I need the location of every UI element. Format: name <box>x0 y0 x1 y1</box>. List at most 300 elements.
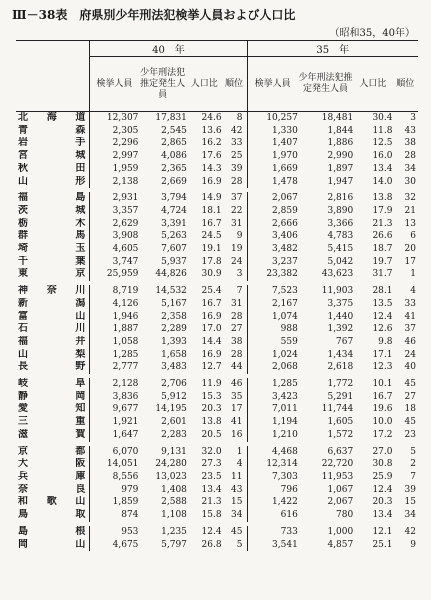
prefecture-name: 神奈川 <box>16 285 90 298</box>
table-row <box>16 458 418 471</box>
table-row <box>16 205 418 218</box>
table-row <box>16 378 418 391</box>
ratio-40: 18.1 <box>201 205 222 216</box>
rank-35: 28 <box>404 151 416 162</box>
estimated-35: 767 <box>336 336 354 347</box>
rank-40: 34 <box>231 510 243 521</box>
arrests-35: 559 <box>247 336 298 349</box>
ratio-35: 13.5 <box>372 298 393 309</box>
rank-35: 2 <box>410 459 416 470</box>
ratio-35: 26.6 <box>372 231 393 242</box>
estimated-40: 3,794 <box>161 193 187 204</box>
arrests-40: 3,747 <box>112 256 139 267</box>
prefecture-name: 長野 <box>16 361 90 374</box>
estimated-35: 3,366 <box>327 218 354 229</box>
estimated-35: 11,953 <box>321 471 354 482</box>
rank-35: 4 <box>410 286 416 297</box>
arrests-40: 2,997 <box>112 151 139 162</box>
ratio-40: 16.9 <box>201 176 222 187</box>
col-ratio-35: 人口比 <box>353 57 392 112</box>
estimated-40: 4,086 <box>161 151 187 162</box>
ratio-35: 12.3 <box>372 362 393 373</box>
table-row <box>16 163 418 176</box>
rank-40: 38 <box>231 336 243 347</box>
ratio-35: 9.8 <box>378 336 393 347</box>
prefecture-name: 兵庫 <box>16 471 90 484</box>
estimated-40: 2,283 <box>161 429 187 440</box>
ratio-40: 25.4 <box>201 286 222 297</box>
arrests-35: 796 <box>247 484 298 497</box>
estimated-40: 3,391 <box>161 218 187 229</box>
ratio-40: 14.9 <box>201 193 222 204</box>
prefecture-name: 和歌山 <box>16 496 90 509</box>
ratio-40: 16.7 <box>201 218 222 229</box>
rank-35: 17 <box>404 256 416 267</box>
estimated-35: 2,816 <box>327 193 354 204</box>
arrests-40: 3,357 <box>112 205 139 216</box>
estimated-40: 3,483 <box>161 362 187 373</box>
rank-35: 34 <box>404 510 416 521</box>
arrests-40: 2,777 <box>112 362 139 373</box>
rank-35: 37 <box>404 324 416 335</box>
rank-40: 19 <box>231 244 243 255</box>
ratio-35: 28.1 <box>372 286 393 297</box>
estimated-40: 5,263 <box>161 231 187 242</box>
arrests-40: 2,305 <box>112 125 139 136</box>
arrests-40: 2,128 <box>112 379 139 390</box>
table-row <box>16 230 418 243</box>
ratio-40: 16.7 <box>201 298 222 309</box>
table-row <box>16 176 418 189</box>
rank-40: 44 <box>231 362 243 373</box>
estimated-40: 14,532 <box>155 286 187 297</box>
ratio-40: 11.9 <box>201 379 222 390</box>
ratio-40: 17.0 <box>201 324 222 335</box>
year-header-row <box>16 41 418 57</box>
arrests-35: 3,423 <box>247 391 298 404</box>
ratio-35: 10.0 <box>372 417 393 428</box>
rank-40: 3 <box>236 269 243 280</box>
arrests-40: 2,931 <box>112 193 139 204</box>
arrests-40: 8,556 <box>112 471 139 482</box>
arrests-35: 1,194 <box>247 416 298 429</box>
estimated-35: 1,434 <box>327 349 354 360</box>
ratio-35: 17.1 <box>372 349 393 360</box>
prefecture-name: 福井 <box>16 336 90 349</box>
estimated-40: 2,365 <box>161 163 187 174</box>
rank-40: 37 <box>231 193 243 204</box>
arrests-35: 1,970 <box>247 150 298 163</box>
ratio-40: 24.6 <box>201 113 222 123</box>
year-35-header: 35 年 <box>247 41 418 57</box>
ratio-40: 17.6 <box>201 151 222 162</box>
estimated-40: 2,545 <box>161 125 187 136</box>
rank-40: 45 <box>231 526 243 537</box>
estimated-35: 4,783 <box>327 231 354 242</box>
prefecture-name: 群馬 <box>16 230 90 243</box>
ratio-35: 12.4 <box>372 311 393 322</box>
estimated-40: 5,797 <box>161 539 187 550</box>
ratio-35: 16.7 <box>372 391 393 402</box>
arrests-35: 12,314 <box>247 458 298 471</box>
ratio-35: 18.7 <box>372 244 393 255</box>
arrests-40: 4,126 <box>112 298 139 309</box>
prefecture-name: 埼玉 <box>16 243 90 256</box>
arrests-35: 1,285 <box>247 378 298 391</box>
rank-35: 1 <box>410 269 416 280</box>
ratio-40: 23.5 <box>201 471 222 482</box>
estimated-35: 1,605 <box>327 417 354 428</box>
rank-40: 11 <box>231 471 243 482</box>
prefecture-name: 三重 <box>16 416 90 429</box>
estimated-40: 2,289 <box>161 324 187 335</box>
table-row <box>16 526 418 539</box>
ratio-35: 31.7 <box>372 269 393 280</box>
prefecture-name: 奈良 <box>16 484 90 497</box>
estimated-35: 4,857 <box>327 539 354 550</box>
arrests-40: 1,887 <box>112 324 139 335</box>
estimated-40: 44,826 <box>155 269 187 280</box>
table-row <box>16 539 418 552</box>
table-row <box>16 361 418 374</box>
arrests-35: 3,406 <box>247 230 298 243</box>
arrests-40: 953 <box>121 526 139 537</box>
estimated-40: 1,658 <box>161 349 187 360</box>
arrests-40: 1,859 <box>112 497 139 508</box>
ratio-40: 20.3 <box>201 404 222 415</box>
estimated-35: 5,291 <box>327 391 354 402</box>
rank-40: 28 <box>231 349 243 360</box>
ratio-40: 12.4 <box>201 526 222 537</box>
arrests-35: 1,210 <box>247 429 298 442</box>
estimated-35: 5,042 <box>327 256 354 267</box>
estimated-40: 2,865 <box>161 138 187 149</box>
rank-40: 31 <box>231 298 243 309</box>
arrests-35: 7,303 <box>247 471 298 484</box>
prefecture-crime-table <box>16 40 418 551</box>
col-arrests-40: 検挙人員 <box>90 57 139 112</box>
ratio-35: 21.3 <box>372 218 393 229</box>
estimated-35: 1,572 <box>327 429 354 440</box>
year-40-header: 40 年 <box>90 41 247 57</box>
prefecture-name: 石川 <box>16 323 90 336</box>
table-row <box>16 298 418 311</box>
ratio-35: 10.1 <box>372 379 393 390</box>
estimated-40: 5,912 <box>161 391 187 402</box>
rank-40: 22 <box>231 205 243 216</box>
ratio-35: 13.8 <box>372 193 393 204</box>
estimated-35: 3,375 <box>327 298 354 309</box>
table-row <box>16 243 418 256</box>
ratio-35: 16.0 <box>372 151 393 162</box>
arrests-35: 1,669 <box>247 163 298 176</box>
rank-40: 42 <box>231 125 243 136</box>
rank-40: 4 <box>236 459 243 470</box>
ratio-35: 12.6 <box>372 324 393 335</box>
arrests-35: 7,523 <box>247 285 298 298</box>
arrests-40: 979 <box>121 484 139 495</box>
arrests-35: 3,237 <box>247 256 298 269</box>
prefecture-name: 東京 <box>16 268 90 281</box>
table-title: Ⅲ－38表 府県別少年刑法犯検挙人員および人口比 <box>12 8 296 22</box>
rank-35: 3 <box>410 113 416 123</box>
rank-35: 45 <box>404 417 416 428</box>
table-row <box>16 446 418 459</box>
rank-35: 23 <box>404 429 416 440</box>
prefecture-name: 秋田 <box>16 163 90 176</box>
estimated-35: 1,886 <box>327 138 354 149</box>
ratio-35: 13.4 <box>372 163 393 174</box>
rank-35: 24 <box>404 349 416 360</box>
prefecture-name: 北海道 <box>16 112 90 125</box>
rank-35: 41 <box>404 311 416 322</box>
rank-35: 27 <box>404 391 416 402</box>
prefecture-name: 栃木 <box>16 218 90 231</box>
rank-35: 18 <box>404 404 416 415</box>
table-row <box>16 484 418 497</box>
table-row <box>16 125 418 138</box>
rank-40: 27 <box>231 324 243 335</box>
table-row <box>16 137 418 150</box>
estimated-35: 5,415 <box>327 244 354 255</box>
ratio-40: 15.8 <box>201 510 222 521</box>
rank-40: 28 <box>231 311 243 322</box>
estimated-40: 1,108 <box>161 510 187 521</box>
ratio-35: 30.4 <box>372 113 393 123</box>
table-row <box>16 416 418 429</box>
ratio-40: 13.4 <box>201 484 222 495</box>
arrests-35: 1,074 <box>247 311 298 324</box>
ratio-40: 13.6 <box>201 125 222 136</box>
estimated-35: 1,440 <box>327 311 354 322</box>
arrests-40: 4,675 <box>112 539 139 550</box>
table-row <box>16 192 418 205</box>
estimated-35: 43,623 <box>321 269 354 280</box>
arrests-35: 2,666 <box>247 218 298 231</box>
rank-40: 1 <box>236 446 243 457</box>
estimated-40: 24,280 <box>155 459 187 470</box>
estimated-40: 2,358 <box>161 311 187 322</box>
prefecture-name: 愛知 <box>16 403 90 416</box>
arrests-40: 874 <box>121 510 139 521</box>
estimated-40: 2,601 <box>161 417 187 428</box>
ratio-40: 30.9 <box>201 269 222 280</box>
ratio-35: 14.0 <box>372 176 393 187</box>
estimated-40: 5,167 <box>161 298 187 309</box>
prefecture-name: 宮城 <box>16 150 90 163</box>
rank-40: 39 <box>231 163 243 174</box>
arrests-40: 8,719 <box>112 286 139 297</box>
rank-35: 15 <box>404 497 416 508</box>
rank-35: 5 <box>410 446 416 457</box>
table-row <box>16 403 418 416</box>
estimated-40: 9,131 <box>161 446 187 457</box>
prefecture-name: 京都 <box>16 446 90 459</box>
prefecture-name: 青森 <box>16 125 90 138</box>
estimated-35: 1,000 <box>327 526 354 537</box>
table-row <box>16 509 418 522</box>
ratio-40: 12.7 <box>201 362 222 373</box>
arrests-40: 6,070 <box>112 446 139 457</box>
estimated-35: 1,897 <box>327 163 354 174</box>
arrests-40: 3,908 <box>112 231 139 242</box>
rank-40: 43 <box>231 484 243 495</box>
arrests-40: 9,677 <box>112 404 139 415</box>
rank-40: 24 <box>231 256 243 267</box>
rank-40: 16 <box>231 429 243 440</box>
ratio-35: 20.3 <box>372 497 393 508</box>
rank-40: 7 <box>236 286 243 297</box>
prefecture-name: 千葉 <box>16 256 90 269</box>
ratio-35: 12.1 <box>372 526 393 537</box>
prefecture-name: 富山 <box>16 311 90 324</box>
table-row <box>16 285 418 298</box>
table-row <box>16 268 418 281</box>
rank-35: 6 <box>410 231 416 242</box>
estimated-40: 2,669 <box>161 176 187 187</box>
arrests-40: 4,605 <box>112 244 139 255</box>
ratio-40: 16.2 <box>201 138 222 149</box>
ratio-40: 16.9 <box>201 349 222 360</box>
rank-40: 25 <box>231 151 243 162</box>
rank-40: 9 <box>236 231 243 242</box>
arrests-35: 2,167 <box>247 298 298 311</box>
ratio-40: 17.8 <box>201 256 222 267</box>
arrests-40: 14,051 <box>106 459 139 470</box>
rank-35: 46 <box>404 336 416 347</box>
ratio-35: 19.7 <box>372 256 393 267</box>
rank-40: 46 <box>231 379 243 390</box>
estimated-40: 1,393 <box>161 336 187 347</box>
arrests-40: 25,959 <box>106 269 139 280</box>
rank-40: 5 <box>236 539 243 550</box>
ratio-40: 19.1 <box>201 244 222 255</box>
arrests-35: 1,422 <box>247 496 298 509</box>
rank-35: 21 <box>404 205 416 216</box>
rank-35: 32 <box>404 193 416 204</box>
arrests-35: 23,382 <box>247 268 298 281</box>
ratio-40: 16.9 <box>201 311 222 322</box>
ratio-40: 14.4 <box>201 336 222 347</box>
prefecture-name: 滋賀 <box>16 429 90 442</box>
estimated-35: 6,637 <box>327 446 354 457</box>
col-rank-35: 順位 <box>392 57 418 112</box>
arrests-35: 988 <box>247 323 298 336</box>
ratio-40: 14.3 <box>201 163 222 174</box>
estimated-40: 17,831 <box>155 113 187 123</box>
table-row <box>16 112 418 125</box>
prefecture-name: 岡山 <box>16 539 90 552</box>
arrests-35: 2,859 <box>247 205 298 218</box>
table-row <box>16 323 418 336</box>
rank-35: 13 <box>404 218 416 229</box>
arrests-35: 1,478 <box>247 176 298 189</box>
estimated-35: 780 <box>336 510 354 521</box>
arrests-35: 1,024 <box>247 349 298 362</box>
arrests-40: 1,921 <box>112 417 139 428</box>
rank-35: 39 <box>404 484 416 495</box>
ratio-40: 27.3 <box>201 459 222 470</box>
arrests-40: 1,058 <box>112 336 139 347</box>
ratio-40: 20.5 <box>201 429 222 440</box>
estimated-40: 1,408 <box>161 484 187 495</box>
rank-40: 28 <box>231 176 243 187</box>
estimated-35: 2,990 <box>327 151 354 162</box>
arrests-35: 2,067 <box>247 192 298 205</box>
prefecture-name: 静岡 <box>16 391 90 404</box>
rank-40: 8 <box>236 113 243 123</box>
arrests-40: 2,629 <box>112 218 139 229</box>
estimated-35: 1,772 <box>327 379 354 390</box>
table-row <box>16 150 418 163</box>
rank-40: 17 <box>231 404 243 415</box>
rank-35: 30 <box>404 176 416 187</box>
estimated-40: 5,937 <box>161 256 187 267</box>
table-row <box>16 349 418 362</box>
table-row <box>16 496 418 509</box>
table-subtitle: （昭和35，40年） <box>329 28 415 39</box>
ratio-35: 27.0 <box>372 446 393 457</box>
estimated-40: 14,195 <box>155 404 187 415</box>
estimated-35: 1,392 <box>327 324 354 335</box>
ratio-35: 17.2 <box>372 429 393 440</box>
rank-35: 43 <box>404 125 416 136</box>
ratio-40: 24.5 <box>201 231 222 242</box>
rank-40: 31 <box>231 218 243 229</box>
ratio-40: 32.0 <box>201 446 222 457</box>
ratio-35: 25.9 <box>372 471 393 482</box>
rank-35: 7 <box>410 471 416 482</box>
table-row <box>16 429 418 442</box>
arrests-35: 2,068 <box>247 361 298 374</box>
rank-35: 20 <box>404 244 416 255</box>
table-body <box>16 112 418 552</box>
arrests-35: 3,482 <box>247 243 298 256</box>
arrests-40: 1,946 <box>112 311 139 322</box>
ratio-40: 21.3 <box>201 497 222 508</box>
estimated-35: 22,720 <box>321 459 354 470</box>
table-row <box>16 336 418 349</box>
col-estimated-40: 少年刑法犯推定発生人員 <box>138 57 187 112</box>
ratio-35: 17.9 <box>372 205 393 216</box>
estimated-35: 2,618 <box>327 362 354 373</box>
arrests-35: 10,257 <box>247 112 298 125</box>
rank-40: 15 <box>231 497 243 508</box>
estimated-40: 2,588 <box>161 497 187 508</box>
ratio-35: 19.6 <box>372 404 393 415</box>
estimated-40: 7,607 <box>161 244 187 255</box>
prefecture-name: 岐阜 <box>16 378 90 391</box>
arrests-40: 12,307 <box>106 113 139 123</box>
prefecture-name: 茨城 <box>16 205 90 218</box>
estimated-35: 18,481 <box>321 113 354 123</box>
table-row <box>16 391 418 404</box>
estimated-35: 1,947 <box>327 176 354 187</box>
table-row <box>16 218 418 231</box>
ratio-40: 13.8 <box>201 417 222 428</box>
rank-40: 35 <box>231 391 243 402</box>
prefecture-name: 福島 <box>16 192 90 205</box>
arrests-40: 1,647 <box>112 429 139 440</box>
rank-35: 34 <box>404 163 416 174</box>
arrests-35: 733 <box>247 526 298 539</box>
arrests-40: 2,138 <box>112 176 139 187</box>
estimated-35: 11,744 <box>321 404 354 415</box>
ratio-40: 15.3 <box>201 391 222 402</box>
arrests-35: 616 <box>247 509 298 522</box>
rank-35: 9 <box>410 539 416 550</box>
estimated-35: 1,844 <box>327 125 354 136</box>
